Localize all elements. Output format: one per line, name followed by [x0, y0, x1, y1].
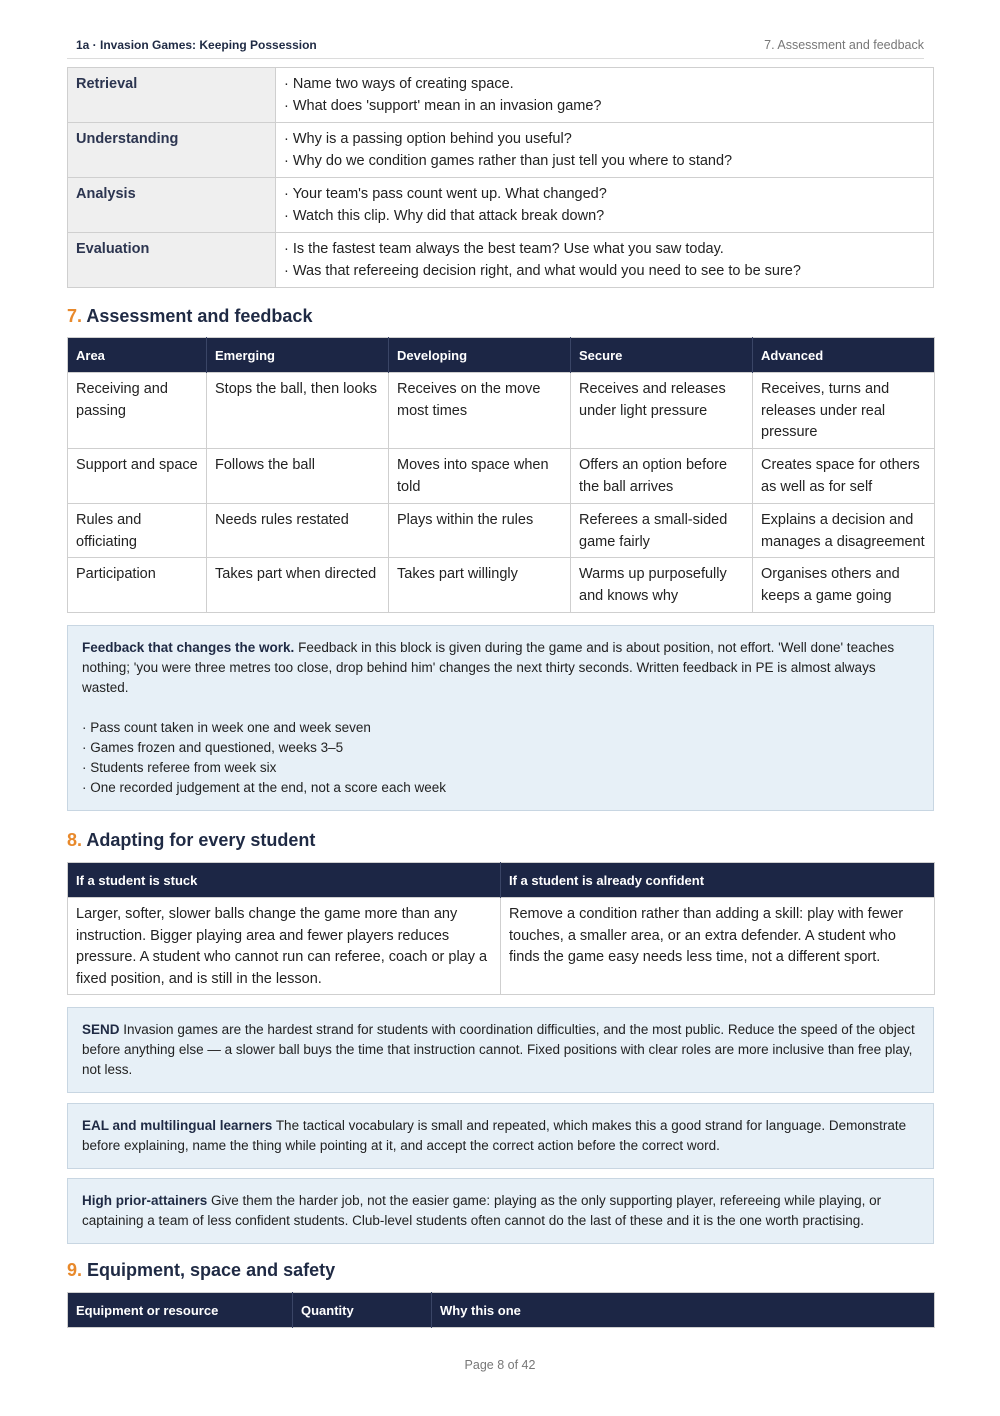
list-item: · Pass count taken in week one and week seven — [82, 720, 371, 735]
column-header: Area — [68, 338, 207, 373]
callout-title: High prior-attainers — [82, 1193, 208, 1208]
table-cell: Referees a small-sided game fairly — [571, 504, 753, 558]
table-cell: Explains a decision and manages a disagreement — [753, 504, 935, 558]
table-cell: Takes part willingly — [389, 558, 571, 613]
send-callout — [67, 1007, 934, 1093]
table-cell: Organises others and keeps a game going — [753, 558, 935, 613]
section-number: 8. — [67, 830, 83, 850]
table-cell: Follows the ball — [207, 449, 389, 504]
running-header — [67, 38, 924, 59]
table-row — [68, 68, 934, 123]
question-text: · What does 'support' mean in an invasion game? — [284, 97, 602, 114]
column-header: Why this one — [432, 1293, 935, 1328]
table-cell: Stops the ball, then looks — [207, 373, 389, 449]
table-cell: Receives and releases under light pressure — [571, 373, 753, 449]
table-row — [68, 233, 934, 288]
header-section-title: 7. Assessment and feedback — [764, 38, 924, 52]
callout-text: Give them the harder job, not the easier game: playing as the only supporting player, refereeing while playing, or captaining a team of less confident students. Club-level students often cannot do the last of these and it is the one worth practising. — [82, 1193, 882, 1228]
section-title: Equipment, space and safety — [87, 1260, 336, 1280]
adapting-table — [67, 862, 935, 995]
callout-title: Feedback that changes the work. — [82, 640, 295, 655]
column-header: Emerging — [207, 338, 389, 373]
table-header-row — [68, 863, 935, 898]
section-heading — [67, 1260, 335, 1281]
table-cell: Larger, softer, slower balls change the game more than any instruction. Bigger playing area and fewer players reduces pressure. A student who cannot run can referee, coach or play a fixed position, and is still in the lesson. — [68, 898, 501, 995]
table-row — [68, 558, 935, 613]
question-cell — [276, 68, 934, 123]
callout-text: Feedback in this block is given during the game and is about position, not effort. 'Well done' teaches nothing; 'you were three metres too close, drop behind him' changes the next thirty seconds. Written feedback in PE is almost always wasted. — [82, 640, 895, 695]
column-header: Developing — [389, 338, 571, 373]
question-text: · Is the fastest team always the best team? Use what you saw today. — [284, 241, 724, 257]
section-heading — [67, 306, 312, 327]
high-attainers-callout — [67, 1178, 934, 1244]
question-cell — [276, 178, 934, 233]
table-row — [68, 898, 935, 995]
callout-title: SEND — [82, 1022, 120, 1037]
equipment-table — [67, 1292, 935, 1328]
section-number: 9. — [67, 1260, 83, 1280]
section-number: 7. — [67, 306, 83, 326]
table-cell: Moves into space when told — [389, 449, 571, 504]
column-header: If a student is already confident — [501, 863, 935, 898]
question-cell — [276, 233, 934, 288]
table-header-row — [68, 1293, 935, 1328]
question-level-label: Retrieval — [68, 68, 276, 123]
question-level-label: Evaluation — [68, 233, 276, 288]
table-cell: Support and space — [68, 449, 207, 504]
list-item: · One recorded judgement at the end, not a score each week — [82, 780, 446, 795]
table-cell: Needs rules restated — [207, 504, 389, 558]
table-cell: Remove a condition rather than adding a skill: play with fewer touches, a smaller area, or an extra defender. A student who finds the game easy needs less time, not a different sport. — [501, 898, 935, 995]
table-cell: Creates space for others as well as for self — [753, 449, 935, 504]
table-row — [68, 449, 935, 504]
list-item: · Games frozen and questioned, weeks 3–5 — [82, 740, 344, 755]
section-title: Assessment and feedback — [86, 306, 313, 326]
table-cell: Rules and officiating — [68, 504, 207, 558]
table-row — [68, 123, 934, 178]
table-cell: Offers an option before the ball arrives — [571, 449, 753, 504]
questioning-table — [67, 67, 934, 288]
question-text: · Name two ways of creating space. — [284, 76, 514, 92]
question-cell — [276, 123, 934, 178]
table-cell: Receiving and passing — [68, 373, 207, 449]
table-cell: Takes part when directed — [207, 558, 389, 613]
header-unit-title: 1a · Invasion Games: Keeping Possession — [76, 38, 317, 52]
table-row — [68, 178, 934, 233]
question-text: · Why is a passing option behind you useful? — [284, 131, 572, 147]
question-text: · Your team's pass count went up. What changed? — [284, 186, 607, 202]
column-header: Advanced — [753, 338, 935, 373]
table-header-row — [68, 338, 935, 373]
table-cell: Receives, turns and releases under real pressure — [753, 373, 935, 449]
question-text: · Was that refereeing decision right, and what would you need to see to be sure? — [284, 262, 801, 279]
callout-title: EAL and multilingual learners — [82, 1118, 273, 1133]
column-header: If a student is stuck — [68, 863, 501, 898]
table-row — [68, 373, 935, 449]
callout-text: Invasion games are the hardest strand for students with coordination difficulties, and the most public. Reduce the speed of the object before anything else — a slower ball buys the time that instruction cannot. Fixed positions with clear roles are more inclusive than free play, not less. — [82, 1022, 915, 1077]
table-cell: Plays within the rules — [389, 504, 571, 558]
column-header: Equipment or resource — [68, 1293, 293, 1328]
question-level-label: Analysis — [68, 178, 276, 233]
assessment-table — [67, 337, 935, 613]
question-level-label: Understanding — [68, 123, 276, 178]
table-cell: Warms up purposefully and knows why — [571, 558, 753, 613]
callout-text: The tactical vocabulary is small and repeated, which makes this a good strand for language. Demonstrate before explaining, name the thing while pointing at it, and accept the correct action before the correct word. — [82, 1118, 907, 1153]
table-row — [68, 504, 935, 558]
page-number: Page 8 of 42 — [464, 1358, 536, 1372]
section-title: Adapting for every student — [86, 830, 316, 850]
table-cell: Receives on the move most times — [389, 373, 571, 449]
question-text: · Watch this clip. Why did that attack break down? — [284, 207, 605, 224]
column-header: Quantity — [293, 1293, 432, 1328]
section-heading — [67, 830, 315, 851]
callout-paragraph — [82, 638, 919, 698]
table-cell: Participation — [68, 558, 207, 613]
question-text: · Why do we condition games rather than just tell you where to stand? — [284, 152, 733, 169]
column-header: Secure — [571, 338, 753, 373]
eal-callout — [67, 1103, 934, 1169]
list-item: · Students referee from week six — [82, 760, 277, 775]
feedback-callout — [67, 625, 934, 811]
